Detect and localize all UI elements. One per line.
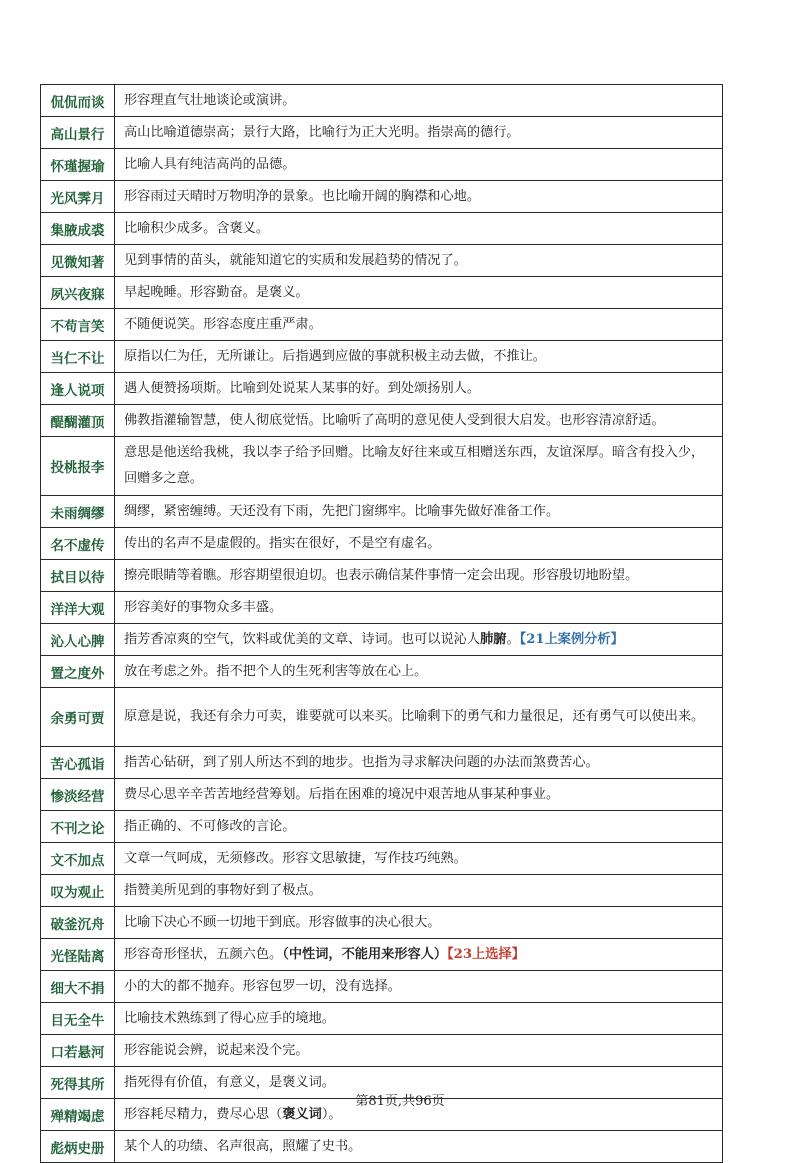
table-row [41,309,723,341]
idiom-term: 光怪陆离 [41,939,115,971]
definition-text-end: ）。 [321,1106,342,1122]
idiom-term: 余勇可贾 [41,688,115,747]
idiom-table-container [40,84,722,1163]
idiom-term: 破釜沉舟 [41,907,115,939]
idiom-term: 苦心孤诣 [41,747,115,779]
exam-tag: 【21上案例分析】 [519,631,624,647]
table-row [41,688,723,747]
table-row [41,1035,723,1067]
table-row [41,656,723,688]
idiom-term: 叹为观止 [41,875,115,907]
idiom-term: 殚精竭虑 [41,1099,115,1131]
idiom-definition: 原指以仁为任，无所谦让。后指遇到应做的事就积极主动去做，不推让。 [115,341,723,373]
idiom-definition: 形容美好的事物众多丰盛。 [115,592,723,624]
idiom-definition: 形容雨过天晴时万物明净的景象。也比喻开阔的胸襟和心地。 [115,181,723,213]
idiom-definition: 费尽心思辛辛苦苦地经营筹划。后指在困难的境况中艰苦地从事某种事业。 [115,779,723,811]
table-row [41,117,723,149]
table-row [41,528,723,560]
idiom-definition [115,624,723,656]
definition-text: 指芳香凉爽的空气，饮料或优美的文章、诗词。也可以说沁人 [124,631,481,647]
exam-tag: 【23上选择】 [447,946,525,962]
table-row [41,373,723,405]
table-row [41,843,723,875]
idiom-definition: 不随便说笑。形容态度庄重严肃。 [115,309,723,341]
table-row [41,624,723,656]
table-row [41,213,723,245]
table-row [41,277,723,309]
idiom-term: 拭目以待 [41,560,115,592]
idiom-term: 洋洋大观 [41,592,115,624]
idiom-definition: 指赞美所见到的事物好到了极点。 [115,875,723,907]
table-row [41,971,723,1003]
idiom-definition: 指死得有价值，有意义，是褒义词。 [115,1067,723,1099]
idiom-definition: 意思是他送给我桃，我以李子给予回赠。比喻友好往来或互相赠送东西，友谊深厚。暗含有投入少，回赠多之意。 [115,437,723,496]
idiom-term: 死得其所 [41,1067,115,1099]
idiom-term: 见微知著 [41,245,115,277]
idiom-term: 夙兴夜寐 [41,277,115,309]
idiom-term: 醍醐灌顶 [41,405,115,437]
idiom-term: 置之度外 [41,656,115,688]
definition-text-end: 。 [506,631,520,647]
table-row [41,560,723,592]
idiom-term: 不苟言笑 [41,309,115,341]
definition-text: 形容耗尽精力，费尽心思（ [124,1106,283,1122]
idiom-definition: 比喻下决心不顾一切地干到底。形容做事的决心很大。 [115,907,723,939]
idiom-term: 当仁不让 [41,341,115,373]
idiom-definition: 绸缪，紧密缠缚。天还没有下雨，先把门窗绑牢。比喻事先做好准备工作。 [115,496,723,528]
idiom-table [40,84,723,1163]
table-row [41,496,723,528]
idiom-definition: 文章一气呵成，无须修改。形容文思敏捷，写作技巧纯熟。 [115,843,723,875]
idiom-term: 文不加点 [41,843,115,875]
idiom-definition: 比喻积少成多。含褒义。 [115,213,723,245]
table-row [41,1003,723,1035]
table-row [41,149,723,181]
idiom-term: 沁人心脾 [41,624,115,656]
idiom-term: 投桃报李 [41,437,115,496]
idiom-term: 集腋成裘 [41,213,115,245]
idiom-term: 名不虚传 [41,528,115,560]
table-row [41,245,723,277]
idiom-term: 逢人说项 [41,373,115,405]
table-row [41,405,723,437]
table-row [41,85,723,117]
idiom-definition: 放在考虑之外。指不把个人的生死利害等放在心上。 [115,656,723,688]
idiom-term: 彪炳史册 [41,1131,115,1163]
idiom-term: 高山景行 [41,117,115,149]
idiom-term: 不刊之论 [41,811,115,843]
table-row [41,592,723,624]
idiom-definition [115,939,723,971]
idiom-term: 未雨绸缪 [41,496,115,528]
idiom-term: 光风霁月 [41,181,115,213]
idiom-definition: 指苦心钻研，到了别人所达不到的地步。也指为寻求解决问题的办法而煞费苦心。 [115,747,723,779]
idiom-definition: 某个人的功绩、名声很高，照耀了史书。 [115,1131,723,1163]
definition-text: 形容奇形怪状，五颜六色。 [124,946,283,962]
table-row [41,437,723,496]
idiom-definition: 指正确的、不可修改的言论。 [115,811,723,843]
idiom-definition: 早起晚睡。形容勤奋。是褒义。 [115,277,723,309]
idiom-definition: 传出的名声不是虚假的。指实在很好，不是空有虚名。 [115,528,723,560]
idiom-definition: 比喻人具有纯洁高尚的品德。 [115,149,723,181]
definition-highlight: 肺腑 [480,631,507,647]
idiom-term: 惨淡经营 [41,779,115,811]
table-row [41,181,723,213]
idiom-definition: 比喻技术熟练到了得心应手的境地。 [115,1003,723,1035]
idiom-definition: 佛教指灌输智慧，使人彻底觉悟。比喻听了高明的意见使人受到很大启发。也形容清凉舒适。 [115,405,723,437]
page-number: 第81页,共96页 [355,1094,445,1109]
table-row [41,779,723,811]
table-row [41,1131,723,1163]
definition-highlight: 褒义词 [282,1106,322,1122]
idiom-definition: 擦亮眼睛等着瞧。形容期望很迫切。也表示确信某件事情一定会出现。形容殷切地盼望。 [115,560,723,592]
idiom-definition: 见到事情的苗头，就能知道它的实质和发展趋势的情况了。 [115,245,723,277]
table-row [41,939,723,971]
table-row [41,811,723,843]
idiom-definition: 遇人便赞扬项斯。比喻到处说某人某事的好。到处颂扬别人。 [115,373,723,405]
idiom-term: 细大不捐 [41,971,115,1003]
definition-highlight: （中性词，不能用来形容人） [282,946,448,962]
idiom-definition: 形容理直气壮地谈论或演讲。 [115,85,723,117]
table-row [41,341,723,373]
idiom-term: 怀瑾握瑜 [41,149,115,181]
idiom-definition: 原意是说，我还有余力可卖，谁要就可以来买。比喻剩下的勇气和力量很足，还有勇气可以使出来。 [115,688,723,747]
idiom-term: 目无全牛 [41,1003,115,1035]
table-row [41,875,723,907]
idiom-definition: 形容能说会辨，说起来没个完。 [115,1035,723,1067]
idiom-definition: 高山比喻道德崇高；景行大路，比喻行为正大光明。指崇高的德行。 [115,117,723,149]
table-row [41,747,723,779]
idiom-definition: 小的大的都不抛弃。形容包罗一切，没有选择。 [115,971,723,1003]
idiom-term: 侃侃而谈 [41,85,115,117]
idiom-term: 口若悬河 [41,1035,115,1067]
table-row [41,907,723,939]
